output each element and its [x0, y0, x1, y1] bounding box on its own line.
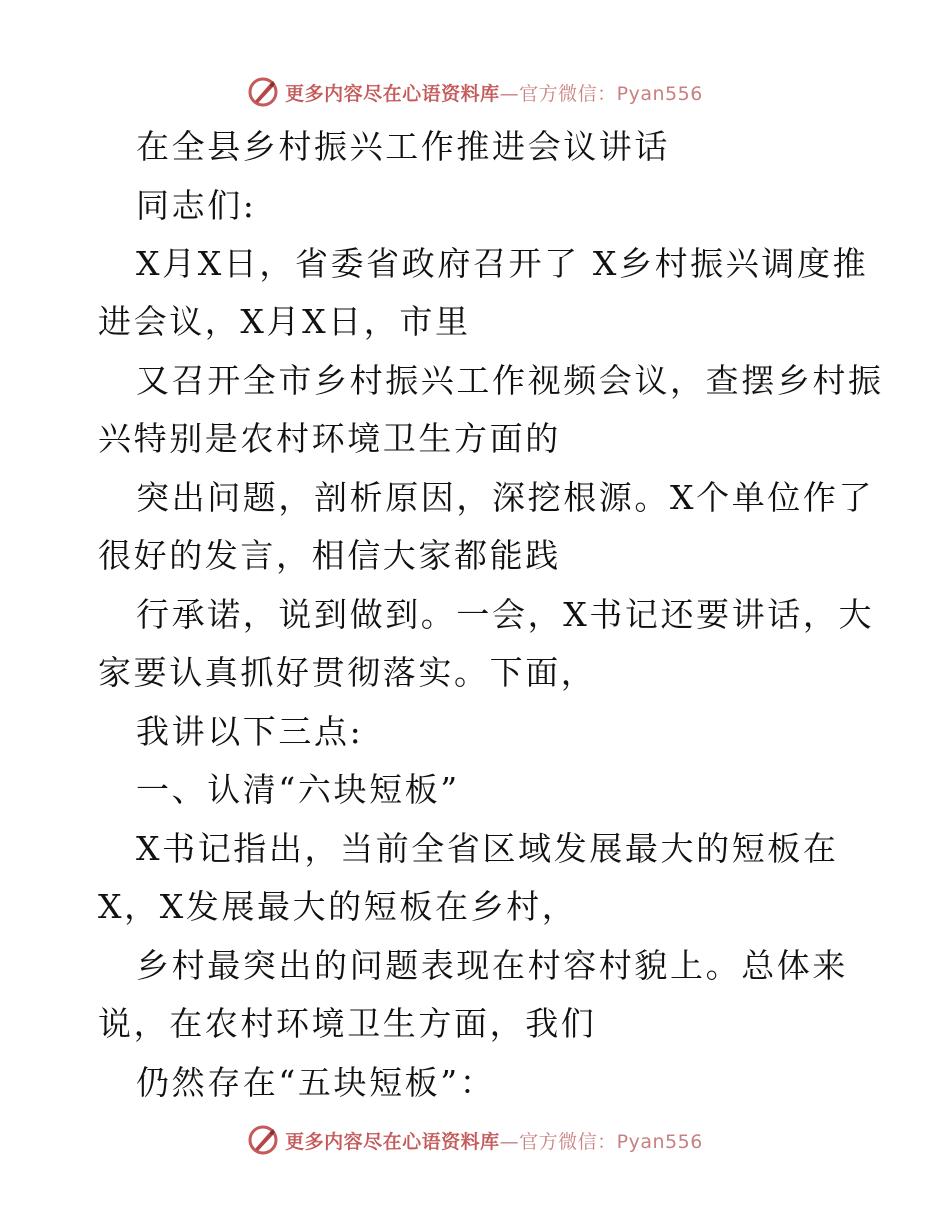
- paragraph-line: 突出问题，剖析原因，深挖根源。X个单位作了: [136, 478, 875, 517]
- paragraph-line: 很好的发言，相信大家都能践: [98, 536, 561, 575]
- section-heading: 一、认清“六块短板”: [136, 770, 460, 809]
- watermark-sub: —官方微信：Pyan556: [499, 1130, 703, 1153]
- watermark-main: 更多内容尽在心语资料库: [285, 82, 500, 105]
- paragraph-line: 我讲以下三点:: [136, 712, 364, 751]
- paragraph-line: X月X日，省委省政府召开了 X乡村振兴调度推: [136, 244, 869, 283]
- paragraph-line: 说，在农村环境卫生方面，我们: [98, 1004, 597, 1043]
- salutation: 同志们:: [136, 186, 257, 225]
- paragraph-line: 行承诺，说到做到。一会，X书记还要讲话，大: [136, 595, 875, 634]
- paragraph-line: 又召开全市乡村振兴工作视频会议，查摆乡村振: [136, 361, 884, 400]
- paragraph-line: 仍然存在“五块短板”：: [136, 1063, 496, 1102]
- watermark-text: [285, 79, 703, 106]
- watermark-footer: [0, 1120, 950, 1160]
- watermark-main: 更多内容尽在心语资料库: [285, 1130, 500, 1153]
- watermark-sub: —官方微信：Pyan556: [499, 82, 703, 105]
- watermark-text: [285, 1127, 703, 1154]
- paragraph-line: 乡村最突出的问题表现在村容村貌上。总体来: [136, 946, 848, 985]
- document-title: 在全县乡村振兴工作推进会议讲话: [136, 127, 670, 166]
- paragraph-line: X书记指出，当前全省区域发展最大的短板在: [136, 829, 839, 868]
- watermark-header: [0, 72, 950, 112]
- pen-logo-icon: [247, 76, 279, 108]
- paragraph-line: 兴特别是农村环境卫生方面的: [98, 419, 561, 458]
- pen-logo-icon: [247, 1124, 279, 1156]
- paragraph-line: 家要认真抓好贯彻落实。下面，: [98, 653, 597, 692]
- paragraph-line: 进会议，X月X日，市里: [98, 302, 471, 341]
- paragraph-line: X，X发展最大的短板在乡村，: [98, 887, 578, 926]
